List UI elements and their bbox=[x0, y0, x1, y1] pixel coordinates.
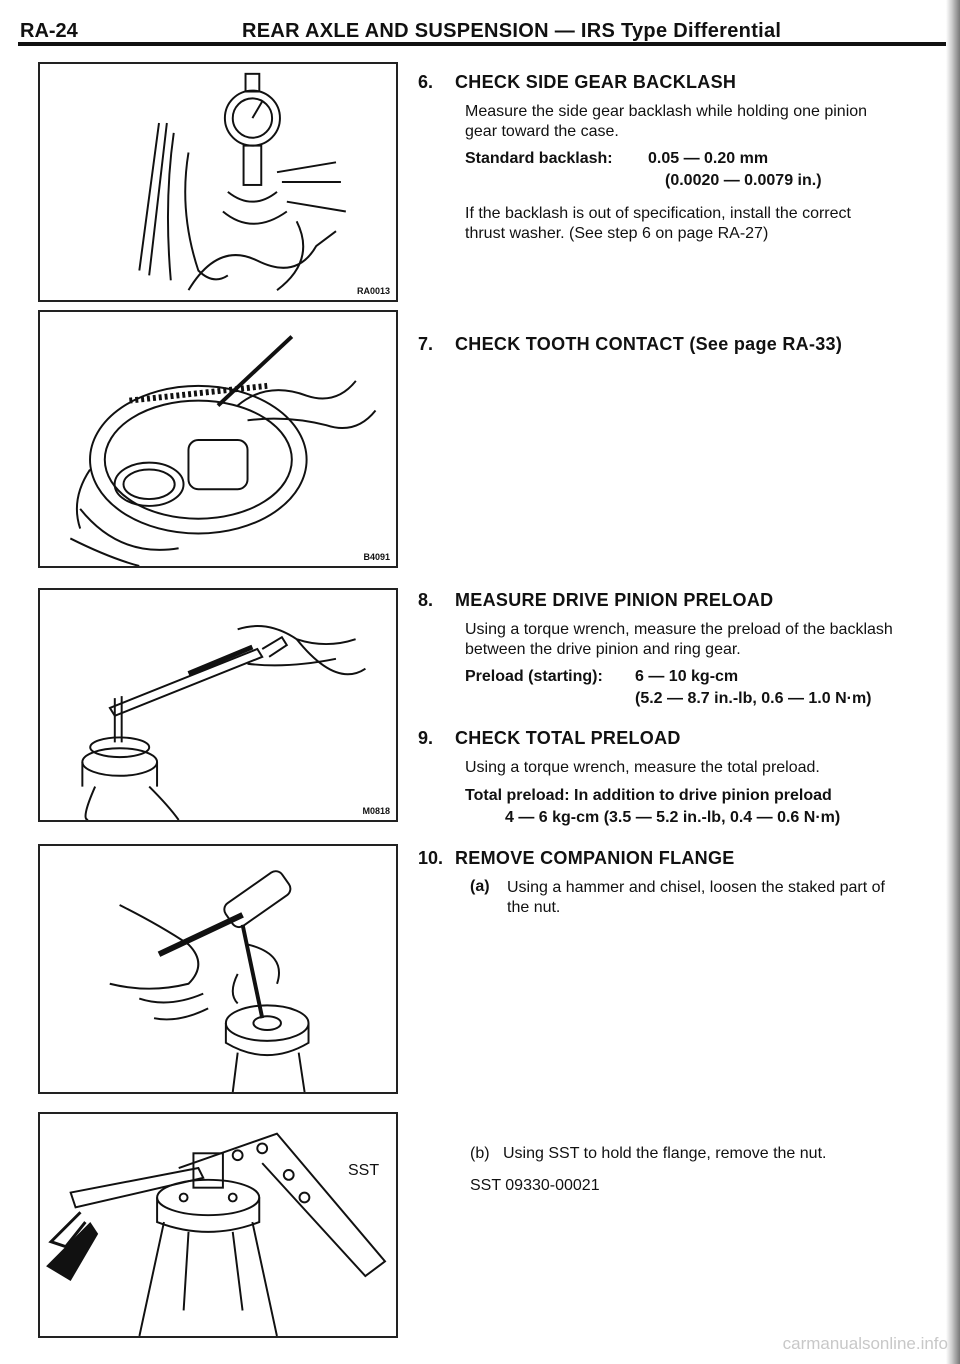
page-id: RA-24 bbox=[20, 20, 78, 42]
figure-code: M0818 bbox=[362, 806, 390, 816]
step-8-spec-value-1: 6 — 10 kg-cm bbox=[635, 668, 739, 685]
figure-code: B4091 bbox=[363, 552, 390, 562]
step-6-spec-value-2: (0.0020 — 0.0079 in.) bbox=[665, 172, 822, 189]
step-6-note-line2: thrust washer. (See step 6 on page RA-27) bbox=[465, 225, 769, 242]
step-10-title: REMOVE COMPANION FLANGE bbox=[455, 848, 735, 868]
step-10b-label: (b) bbox=[470, 1145, 490, 1162]
step-9-spec-line1: Total preload: In addition to drive pinion preload bbox=[465, 787, 832, 804]
step-8-spec-value-2: (5.2 — 8.7 in.-lb, 0.6 — 1.0 N·m) bbox=[635, 690, 872, 707]
step-10a-text-line2: the nut. bbox=[507, 899, 561, 916]
step-7-number: 7. bbox=[418, 334, 434, 354]
figure-tooth-contact bbox=[38, 310, 398, 568]
step-10b-text: Using SST to hold the flange, remove the nut. bbox=[503, 1145, 827, 1162]
step-8-spec-label: Preload (starting): bbox=[465, 668, 603, 685]
watermark: carmanualsonline.info bbox=[782, 1334, 948, 1353]
step-8-text-line1: Using a torque wrench, measure the preload of the backlash bbox=[465, 621, 893, 638]
step-9-number: 9. bbox=[418, 728, 434, 748]
step-6-title: CHECK SIDE GEAR BACKLASH bbox=[455, 72, 737, 92]
figure-dial-indicator bbox=[38, 62, 398, 302]
step-6-spec-label: Standard backlash: bbox=[465, 150, 613, 167]
sst-holding-flange-illustration bbox=[40, 1114, 396, 1336]
figure-torque-wrench bbox=[38, 588, 398, 822]
step-6-number: 6. bbox=[418, 72, 434, 92]
step-9-spec-line2: 4 — 6 kg-cm (3.5 — 5.2 in.-lb, 0.4 — 0.6 N·m) bbox=[505, 809, 841, 826]
step-6-note-line1: If the backlash is out of specification, install the correct bbox=[465, 205, 851, 222]
step-7-title: CHECK TOOTH CONTACT (See page RA-33) bbox=[455, 334, 843, 354]
page-edge-shadow bbox=[946, 0, 960, 1364]
step-10a-text-line1: Using a hammer and chisel, loosen the staked part of bbox=[507, 879, 885, 896]
sst-callout: SST bbox=[348, 1162, 380, 1179]
page-header bbox=[0, 0, 960, 46]
hammer-chisel-illustration bbox=[40, 846, 396, 1092]
step-8-number: 8. bbox=[418, 590, 434, 610]
step-8-text-line2: between the drive pinion and ring gear. bbox=[465, 641, 741, 658]
step-6-text-line1: Measure the side gear backlash while holding one pinion bbox=[465, 103, 868, 120]
step-8-title: MEASURE DRIVE PINION PRELOAD bbox=[455, 590, 774, 610]
step-10-number: 10. bbox=[418, 848, 444, 868]
step-10-sst-number: SST 09330-00021 bbox=[470, 1177, 600, 1194]
step-9-text-line1: Using a torque wrench, measure the total preload. bbox=[465, 759, 820, 776]
page-title: REAR AXLE AND SUSPENSION — IRS Type Differential bbox=[242, 20, 782, 42]
dial-indicator-illustration bbox=[40, 64, 396, 300]
step-6-text-line2: gear toward the case. bbox=[465, 123, 619, 140]
step-9-title: CHECK TOTAL PRELOAD bbox=[455, 728, 681, 748]
figure-code: RA0013 bbox=[356, 286, 390, 296]
figure-hammer-chisel bbox=[38, 844, 398, 1094]
step-6-spec-value-1: 0.05 — 0.20 mm bbox=[648, 150, 769, 167]
brush-ring-gear-illustration bbox=[40, 312, 396, 566]
torque-wrench-illustration bbox=[40, 590, 396, 820]
step-10a-label: (a) bbox=[470, 878, 490, 895]
header-rule bbox=[18, 42, 953, 46]
figure-sst-flange bbox=[38, 1112, 398, 1338]
